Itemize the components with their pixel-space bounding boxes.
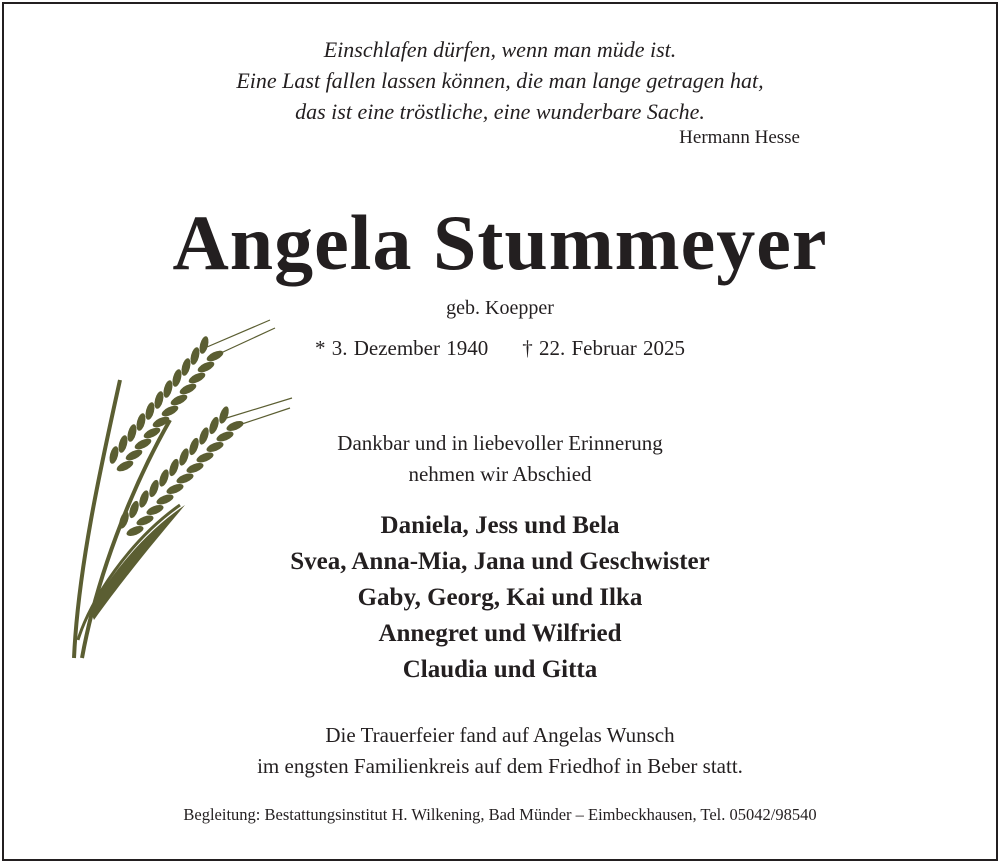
intro-line: Dankbar und in liebevoller Erinnerung — [337, 431, 663, 455]
deceased-name: Angela Stummeyer — [172, 199, 828, 286]
maiden-name: geb. Koepper — [446, 297, 554, 319]
mourner-line: Gaby, Georg, Kai und Ilka — [357, 584, 643, 611]
quote-line: Einschlafen dürfen, wenn man müde ist. — [323, 37, 677, 62]
undertaker-footer: Begleitung: Bestattungsinstitut H. Wilkening, Bad Münder – Eimbeckhausen, Tel. 05042/98540 — [183, 805, 817, 824]
funeral-line: im engsten Familienkreis auf dem Friedhof in Beber statt. — [257, 754, 743, 778]
quote-line: das ist eine tröstliche, eine wunderbare Sache. — [295, 99, 705, 124]
mourner-line: Claudia und Gitta — [402, 656, 598, 683]
mourner-line: Annegret und Wilfried — [378, 620, 622, 647]
death-date: † 22. Februar 2025 — [522, 336, 686, 360]
intro-line: nehmen wir Abschied — [408, 462, 592, 486]
funeral-line: Die Trauerfeier fand auf Angelas Wunsch — [325, 723, 675, 747]
quote-block — [0, 34, 1000, 127]
quote-author: Hermann Hesse — [679, 127, 800, 148]
funeral-note — [0, 720, 1000, 782]
mourner-line: Daniela, Jess und Bela — [380, 512, 620, 539]
mourners-list — [0, 508, 1000, 688]
quote-line: Eine Last fallen lassen können, die man lange getragen hat, — [236, 68, 764, 93]
mourner-line: Svea, Anna-Mia, Jana und Geschwister — [290, 548, 710, 575]
intro-text — [0, 428, 1000, 490]
birth-date: * 3. Dezember 1940 — [314, 336, 489, 360]
